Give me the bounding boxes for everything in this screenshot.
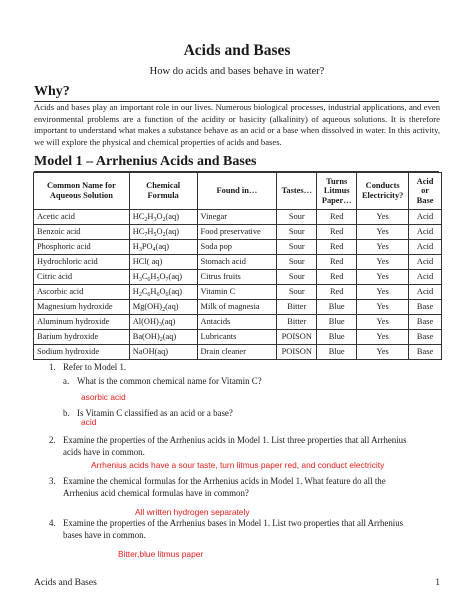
- formula-part: O: [159, 272, 166, 281]
- table-row: [34, 225, 442, 240]
- cell-conducts: Yes: [357, 315, 409, 330]
- cell-name: Hydrochloric acid: [34, 255, 130, 270]
- formula-subscript: 6: [147, 292, 151, 298]
- cell-acid-or-base: Base: [409, 330, 442, 345]
- formula-part: (aq): [162, 332, 177, 341]
- formula-subscript: 7: [165, 277, 169, 283]
- table-row: [34, 315, 442, 330]
- answer-text[interactable]: All written hydrogen separately: [135, 507, 250, 517]
- cell-taste: POISON: [277, 345, 317, 360]
- cell-found-in: Vinegar: [197, 210, 277, 225]
- cell-litmus: Red: [317, 225, 357, 240]
- cell-litmus: Red: [317, 285, 357, 300]
- column-header: Conducts Electricity?: [357, 173, 409, 210]
- cell-acid-or-base: Base: [409, 345, 442, 360]
- cell-taste: Sour: [277, 240, 317, 255]
- table-row: [34, 210, 442, 225]
- question-text: acids have in common.: [63, 446, 145, 457]
- question-text: Arrhenius acid chemical formulas have in common?: [63, 487, 249, 498]
- cell-acid-or-base: Acid: [409, 210, 442, 225]
- cell-found-in: Soda pop: [197, 240, 277, 255]
- formula-part: Ba(OH): [132, 332, 160, 341]
- table-row: [34, 345, 442, 360]
- cell-acid-or-base: Base: [409, 315, 442, 330]
- formula-part: C: [141, 272, 148, 281]
- column-header: Tastes…: [277, 173, 317, 210]
- cell-litmus: Blue: [317, 315, 357, 330]
- cell-name: Acetic acid: [34, 210, 130, 225]
- why-heading: Why?: [34, 84, 70, 99]
- formula-part: O: [156, 212, 163, 221]
- cell-name: Ascorbic acid: [34, 285, 130, 300]
- cell-formula: [129, 240, 197, 255]
- formula-subscript: 2: [159, 337, 163, 343]
- cell-conducts: Yes: [357, 270, 409, 285]
- formula-part: NaOH(aq): [132, 347, 169, 356]
- cell-litmus: Red: [317, 270, 357, 285]
- cell-found-in: Antacids: [197, 315, 277, 330]
- cell-found-in: Drain cleaner: [197, 345, 277, 360]
- formula-part: (aq): [161, 317, 176, 326]
- table-header-row: [34, 173, 442, 210]
- cell-name: Barium hydroxide: [34, 330, 130, 345]
- model-heading: Model 1 – Arrhenius Acids and Bases: [34, 154, 257, 169]
- question-number: 2.: [49, 435, 56, 445]
- question-text: Examine the properties of the Arrhenius acids in Model 1. List three properties that all Arrhenius: [63, 435, 407, 445]
- footer-title: Acids and Bases: [34, 578, 97, 588]
- question-part-label: a.: [63, 376, 70, 386]
- formula-part: H: [132, 287, 139, 296]
- formula-subscript: 4: [152, 247, 156, 253]
- formula-subscript: 3: [158, 322, 162, 328]
- question-number: 4.: [49, 518, 56, 528]
- answer-text[interactable]: Arrhenius acids have a sour taste, turn litmus paper red, and conduct electricity: [91, 460, 385, 470]
- formula-part: H: [150, 287, 157, 296]
- formula-subscript: 2: [162, 307, 166, 313]
- table-row: [34, 270, 442, 285]
- model-table: [33, 172, 442, 360]
- formula-subscript: 5: [156, 277, 160, 283]
- cell-conducts: Yes: [357, 330, 409, 345]
- cell-formula: [129, 285, 197, 300]
- answer-text[interactable]: Bitter,blue litmus paper: [118, 549, 204, 559]
- table-row: [34, 330, 442, 345]
- table-body: [34, 210, 442, 360]
- formula-part: (aq): [165, 302, 179, 311]
- formula-part: H: [132, 272, 139, 281]
- formula-subscript: 2: [162, 217, 166, 223]
- cell-acid-or-base: Base: [409, 300, 442, 315]
- cell-found-in: Food preservative: [197, 225, 277, 240]
- cell-formula: [129, 330, 197, 345]
- cell-formula: [129, 300, 197, 315]
- table-row: [34, 255, 442, 270]
- question-number: 1.: [49, 362, 56, 372]
- question-text: Examine the chemical formulas for the Arrhenius acids in Model 1. What feature do all the: [63, 476, 386, 486]
- formula-part: H: [132, 242, 139, 251]
- cell-acid-or-base: Acid: [409, 225, 442, 240]
- formula-subscript: 3: [153, 217, 157, 223]
- cell-acid-or-base: Acid: [409, 270, 442, 285]
- formula-subscript: 3: [138, 277, 142, 283]
- cell-litmus: Blue: [317, 330, 357, 345]
- question-3: [49, 476, 444, 500]
- cell-taste: POISON: [277, 330, 317, 345]
- table-row: [34, 285, 442, 300]
- table-row: [34, 300, 442, 315]
- cell-taste: Bitter: [277, 300, 317, 315]
- cell-taste: Sour: [277, 255, 317, 270]
- column-header: Found in…: [197, 173, 277, 210]
- formula-subscript: 2: [162, 232, 166, 238]
- cell-conducts: Yes: [357, 225, 409, 240]
- formula-part: H: [147, 227, 154, 236]
- cell-name: Citric acid: [34, 270, 130, 285]
- cell-taste: Sour: [277, 270, 317, 285]
- formula-part: O: [159, 287, 166, 296]
- cell-formula: [129, 255, 197, 270]
- cell-acid-or-base: Acid: [409, 240, 442, 255]
- formula-part: (aq): [165, 227, 179, 236]
- page-title: Acids and Bases: [183, 42, 291, 59]
- question-part-text: What is the common chemical name for Vitamin C?: [77, 376, 262, 386]
- page-subtitle: How do acids and bases behave in water?: [149, 66, 325, 77]
- cell-formula: [129, 270, 197, 285]
- table-row: [34, 240, 442, 255]
- cell-formula: [129, 315, 197, 330]
- formula-subscript: 6: [165, 292, 169, 298]
- formula-subscript: 3: [138, 247, 142, 253]
- answer-text[interactable]: acid: [81, 417, 97, 427]
- cell-conducts: Yes: [357, 240, 409, 255]
- cell-formula: [129, 225, 197, 240]
- cell-conducts: Yes: [357, 285, 409, 300]
- formula-subscript: 2: [144, 217, 148, 223]
- cell-found-in: Milk of magnesia: [197, 300, 277, 315]
- formula-subscript: 6: [147, 277, 151, 283]
- page-number: 1: [435, 578, 440, 588]
- cell-formula: [129, 345, 197, 360]
- cell-name: Sodium hydroxide: [34, 345, 130, 360]
- cell-found-in: Lubricants: [197, 330, 277, 345]
- question-text: Refer to Model 1.: [63, 362, 127, 372]
- formula-subscript: 5: [153, 232, 157, 238]
- cell-formula: [129, 210, 197, 225]
- formula-subscript: 6: [156, 292, 160, 298]
- formula-subscript: 7: [144, 232, 148, 238]
- why-paragraph: Acids and bases play an important role in our lives. Numerous biological processes, industrial applications, and even environmental problems are a function of the acidity or basicity (alkalinity) of aqueous solutions. It is therefore important to understand what makes a substance behave as an acid or a base when dissolved in water. In this activity, we will explore the physical and chemical properties of acids and bases.: [34, 102, 440, 147]
- column-header: Chemical Formula: [129, 173, 197, 210]
- formula-part: (aq): [168, 272, 183, 281]
- question-1: [49, 362, 439, 432]
- formula-part: HCl( aq): [132, 257, 163, 266]
- cell-name: Phosphoric acid: [34, 240, 130, 255]
- formula-part: HC: [132, 227, 145, 236]
- formula-part: HC: [132, 212, 145, 221]
- cell-conducts: Yes: [357, 255, 409, 270]
- question-4: [49, 518, 444, 542]
- answer-text[interactable]: asorbic acid: [81, 392, 126, 402]
- cell-litmus: Blue: [317, 300, 357, 315]
- column-header: Turns Litmus Paper…: [317, 173, 357, 210]
- cell-litmus: Blue: [317, 345, 357, 360]
- cell-conducts: Yes: [357, 345, 409, 360]
- column-header: Common Name for Aqueous Solution: [34, 173, 130, 210]
- cell-found-in: Stomach acid: [197, 255, 277, 270]
- cell-taste: Bitter: [277, 315, 317, 330]
- formula-part: O: [156, 227, 163, 236]
- formula-part: PO: [141, 242, 153, 251]
- formula-part: Mg(OH): [132, 302, 163, 311]
- formula-part: (aq): [155, 242, 170, 251]
- cell-name: Benzoic acid: [34, 225, 130, 240]
- cell-found-in: Citrus fruits: [197, 270, 277, 285]
- question-part-label: b.: [63, 408, 70, 418]
- formula-subscript: 2: [138, 292, 142, 298]
- cell-taste: Sour: [277, 285, 317, 300]
- question-2: [49, 435, 444, 459]
- column-header: Acid or Base: [409, 173, 442, 210]
- cell-name: Aluminum hydroxide: [34, 315, 130, 330]
- cell-acid-or-base: Acid: [409, 285, 442, 300]
- question-text: bases have in common.: [63, 529, 146, 540]
- formula-part: (aq): [165, 212, 179, 221]
- question-part-text: Is Vitamin C classified as an acid or a base?: [77, 408, 233, 418]
- formula-part: H: [150, 272, 157, 281]
- question-number: 3.: [49, 476, 56, 486]
- cell-litmus: Red: [317, 255, 357, 270]
- question-text: Examine the properties of the Arrhenius bases in Model 1. List two properties that all Arrhenius: [63, 518, 404, 528]
- cell-conducts: Yes: [357, 300, 409, 315]
- formula-part: C: [141, 287, 148, 296]
- cell-litmus: Red: [317, 210, 357, 225]
- formula-part: (aq): [168, 287, 183, 296]
- cell-conducts: Yes: [357, 210, 409, 225]
- formula-part: H: [147, 212, 154, 221]
- formula-part: Al(OH): [132, 317, 159, 326]
- cell-litmus: Red: [317, 240, 357, 255]
- cell-found-in: Vitamin C: [197, 285, 277, 300]
- cell-name: Magnesium hydroxide: [34, 300, 130, 315]
- cell-taste: Sour: [277, 210, 317, 225]
- cell-acid-or-base: Acid: [409, 255, 442, 270]
- cell-taste: Sour: [277, 225, 317, 240]
